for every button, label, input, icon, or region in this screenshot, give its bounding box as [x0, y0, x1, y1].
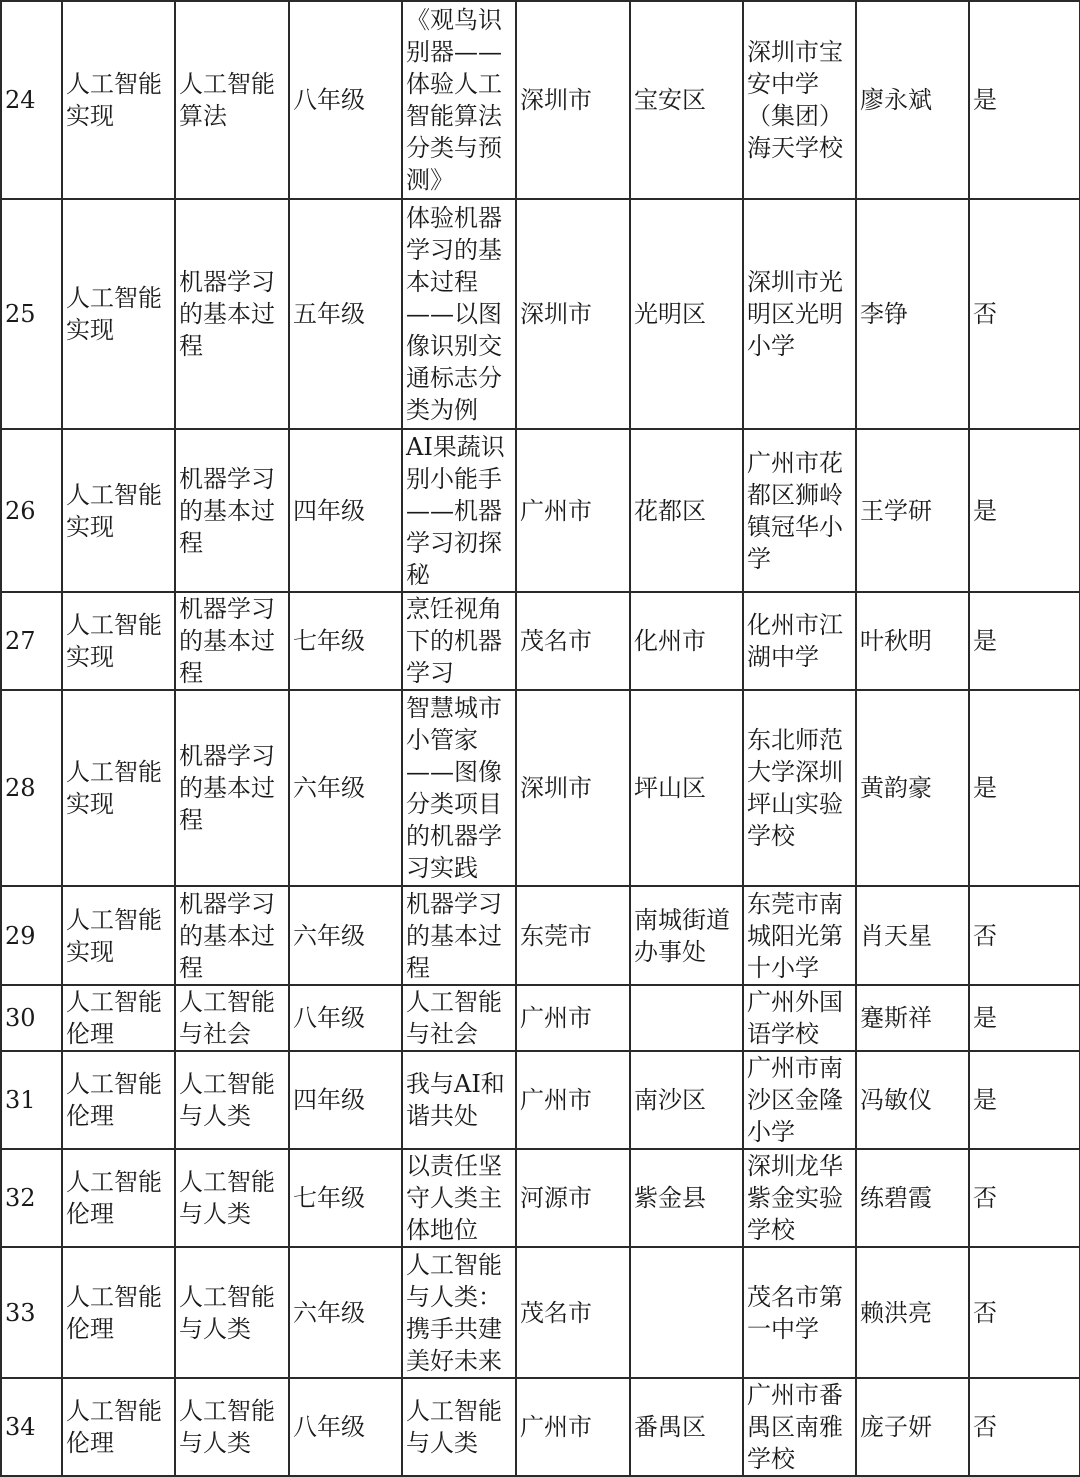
category-cell: 人工智能实现: [62, 429, 175, 592]
city-cell: 深圳市: [516, 690, 630, 886]
category-cell: 人工智能实现: [62, 592, 175, 690]
city-cell: 广州市: [516, 1378, 630, 1476]
lesson-title-cell: AI果蔬识别小能手——机器学习初探秘: [402, 429, 516, 592]
row-number: 29: [1, 886, 62, 985]
district-cell: [630, 1247, 743, 1378]
category-cell: 人工智能实现: [62, 690, 175, 886]
grade-cell: 八年级: [289, 985, 402, 1051]
district-cell: [630, 985, 743, 1051]
lesson-title-cell: 智慧城市小管家——图像分类项目的机器学习实践: [402, 690, 516, 886]
flag-cell: 是: [969, 690, 1080, 886]
topic-cell: 机器学习的基本过程: [175, 886, 289, 985]
city-cell: 深圳市: [516, 1, 630, 199]
row-number: 27: [1, 592, 62, 690]
row-number: 32: [1, 1149, 62, 1247]
table-row: [1, 592, 1080, 690]
flag-cell: 否: [969, 199, 1080, 429]
flag-cell: 是: [969, 592, 1080, 690]
grade-cell: 七年级: [289, 592, 402, 690]
table-row: [1, 1149, 1080, 1247]
city-cell: 深圳市: [516, 199, 630, 429]
table-row: [1, 429, 1080, 592]
school-cell: 广州市花都区狮岭镇冠华小学: [743, 429, 856, 592]
lesson-title-cell: 以责任坚守人类主体地位: [402, 1149, 516, 1247]
lesson-title-cell: 人工智能与人类：携手共建美好未来: [402, 1247, 516, 1378]
teacher-cell: 冯敏仪: [856, 1051, 969, 1149]
table-row: [1, 985, 1080, 1051]
row-number: 31: [1, 1051, 62, 1149]
topic-cell: 人工智能与人类: [175, 1051, 289, 1149]
school-cell: 茂名市第一中学: [743, 1247, 856, 1378]
lesson-title-cell: 烹饪视角下的机器学习: [402, 592, 516, 690]
flag-cell: 是: [969, 1051, 1080, 1149]
district-cell: 宝安区: [630, 1, 743, 199]
category-cell: 人工智能实现: [62, 886, 175, 985]
topic-cell: 人工智能算法: [175, 1, 289, 199]
grade-cell: 四年级: [289, 429, 402, 592]
teacher-cell: 廖永斌: [856, 1, 969, 199]
lesson-title-cell: 《观鸟识别器——体验人工智能算法分类与预测》: [402, 1, 516, 199]
teacher-cell: 练碧霞: [856, 1149, 969, 1247]
district-cell: 光明区: [630, 199, 743, 429]
row-number: 34: [1, 1378, 62, 1476]
school-cell: 广州市南沙区金隆小学: [743, 1051, 856, 1149]
topic-cell: 机器学习的基本过程: [175, 690, 289, 886]
flag-cell: 是: [969, 429, 1080, 592]
topic-cell: 人工智能与人类: [175, 1378, 289, 1476]
district-cell: 南城街道办事处: [630, 886, 743, 985]
row-number: 28: [1, 690, 62, 886]
city-cell: 东莞市: [516, 886, 630, 985]
flag-cell: 否: [969, 1149, 1080, 1247]
flag-cell: 是: [969, 985, 1080, 1051]
teacher-cell: 李铮: [856, 199, 969, 429]
district-cell: 花都区: [630, 429, 743, 592]
city-cell: 广州市: [516, 429, 630, 592]
row-number: 26: [1, 429, 62, 592]
school-cell: 化州市江湖中学: [743, 592, 856, 690]
district-cell: 番禺区: [630, 1378, 743, 1476]
topic-cell: 人工智能与人类: [175, 1247, 289, 1378]
table-body: [1, 1, 1080, 1476]
category-cell: 人工智能伦理: [62, 1149, 175, 1247]
lesson-title-cell: 机器学习的基本过程: [402, 886, 516, 985]
category-cell: 人工智能伦理: [62, 1247, 175, 1378]
table-row: [1, 199, 1080, 429]
school-cell: 深圳龙华紫金实验学校: [743, 1149, 856, 1247]
row-number: 30: [1, 985, 62, 1051]
grade-cell: 八年级: [289, 1378, 402, 1476]
grade-cell: 五年级: [289, 199, 402, 429]
grade-cell: 六年级: [289, 1247, 402, 1378]
district-cell: 紫金县: [630, 1149, 743, 1247]
flag-cell: 否: [969, 886, 1080, 985]
table-row: [1, 1378, 1080, 1476]
flag-cell: 否: [969, 1378, 1080, 1476]
grade-cell: 四年级: [289, 1051, 402, 1149]
city-cell: 河源市: [516, 1149, 630, 1247]
table-row: [1, 1051, 1080, 1149]
category-cell: 人工智能实现: [62, 1, 175, 199]
row-number: 24: [1, 1, 62, 199]
teacher-cell: 庞子妍: [856, 1378, 969, 1476]
category-cell: 人工智能实现: [62, 199, 175, 429]
grade-cell: 六年级: [289, 886, 402, 985]
lesson-title-cell: 人工智能与社会: [402, 985, 516, 1051]
teacher-cell: 赖洪亮: [856, 1247, 969, 1378]
teacher-cell: 蹇斯祥: [856, 985, 969, 1051]
grade-cell: 七年级: [289, 1149, 402, 1247]
table-row: [1, 886, 1080, 985]
grade-cell: 六年级: [289, 690, 402, 886]
row-number: 25: [1, 199, 62, 429]
topic-cell: 人工智能与人类: [175, 1149, 289, 1247]
district-cell: 南沙区: [630, 1051, 743, 1149]
city-cell: 茂名市: [516, 592, 630, 690]
city-cell: 茂名市: [516, 1247, 630, 1378]
category-cell: 人工智能伦理: [62, 1051, 175, 1149]
topic-cell: 机器学习的基本过程: [175, 592, 289, 690]
row-number: 33: [1, 1247, 62, 1378]
school-cell: 深圳市光明区光明小学: [743, 199, 856, 429]
lesson-title-cell: 人工智能与人类: [402, 1378, 516, 1476]
flag-cell: 否: [969, 1247, 1080, 1378]
category-cell: 人工智能伦理: [62, 1378, 175, 1476]
topic-cell: 机器学习的基本过程: [175, 199, 289, 429]
city-cell: 广州市: [516, 985, 630, 1051]
school-cell: 深圳市宝安中学（集团）海天学校: [743, 1, 856, 199]
school-cell: 东北师范大学深圳坪山实验学校: [743, 690, 856, 886]
city-cell: 广州市: [516, 1051, 630, 1149]
lesson-title-cell: 我与AI和谐共处: [402, 1051, 516, 1149]
school-cell: 广州外国语学校: [743, 985, 856, 1051]
teacher-cell: 肖天星: [856, 886, 969, 985]
lesson-title-cell: 体验机器学习的基本过程——以图像识别交通标志分类为例: [402, 199, 516, 429]
teacher-cell: 黄韵豪: [856, 690, 969, 886]
table-row: [1, 690, 1080, 886]
teacher-cell: 王学研: [856, 429, 969, 592]
school-cell: 东莞市南城阳光第十小学: [743, 886, 856, 985]
district-cell: 坪山区: [630, 690, 743, 886]
flag-cell: 是: [969, 1, 1080, 199]
table-row: [1, 1, 1080, 199]
topic-cell: 机器学习的基本过程: [175, 429, 289, 592]
district-cell: 化州市: [630, 592, 743, 690]
category-cell: 人工智能伦理: [62, 985, 175, 1051]
teacher-cell: 叶秋明: [856, 592, 969, 690]
topic-cell: 人工智能与社会: [175, 985, 289, 1051]
school-cell: 广州市番禺区南雅学校: [743, 1378, 856, 1476]
grade-cell: 八年级: [289, 1, 402, 199]
table-row: [1, 1247, 1080, 1378]
